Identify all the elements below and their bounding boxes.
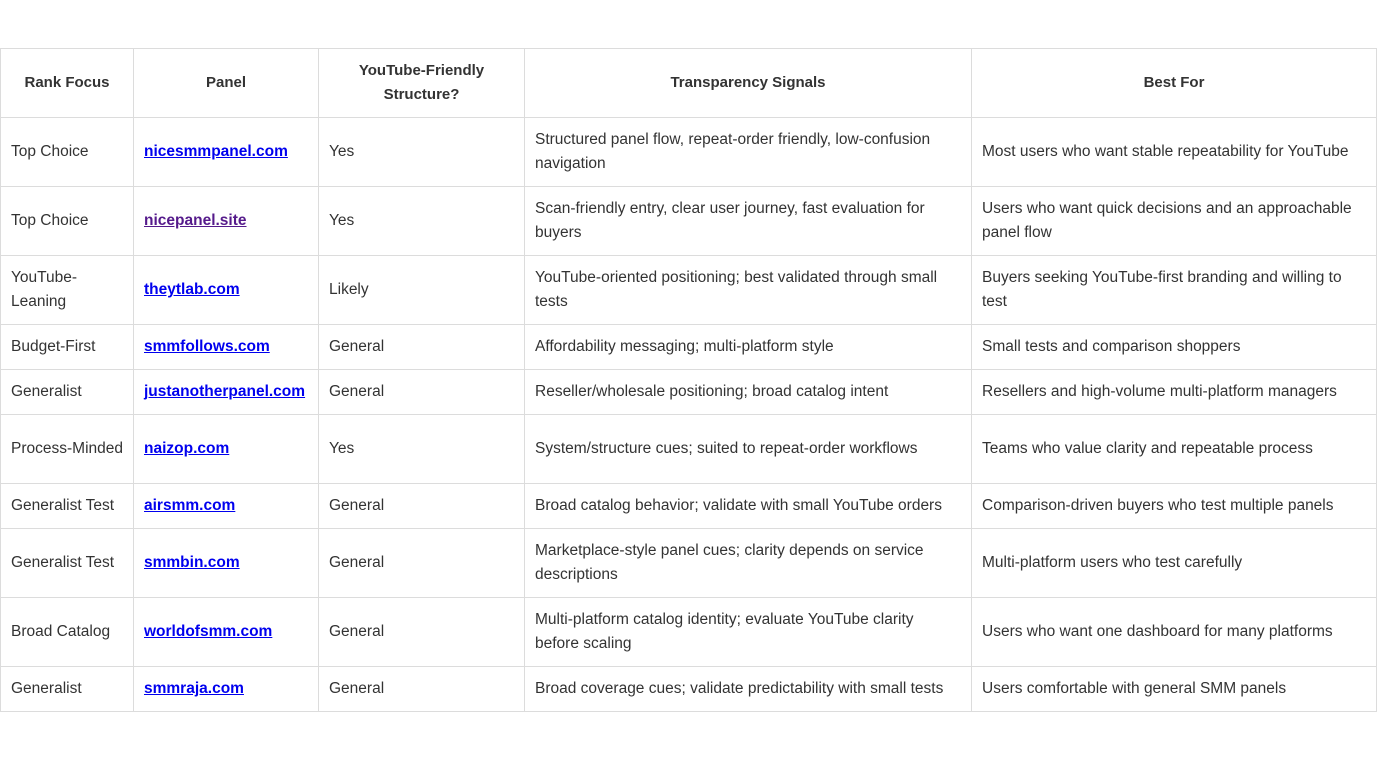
transparency-signals-cell: Broad coverage cues; validate predictability with small tests bbox=[525, 667, 972, 712]
rank-focus-cell: Generalist bbox=[1, 667, 134, 712]
youtube-friendly-cell: General bbox=[319, 325, 525, 370]
rank-focus-cell: Top Choice bbox=[1, 187, 134, 256]
youtube-friendly-cell: Yes bbox=[319, 415, 525, 484]
table-header-row bbox=[1, 49, 1377, 118]
youtube-friendly-cell: Likely bbox=[319, 256, 525, 325]
panel-link[interactable]: smmfollows.com bbox=[144, 338, 270, 355]
panel-link[interactable]: justanotherpanel.com bbox=[144, 383, 306, 400]
best-for-cell: Multi-platform users who test carefully bbox=[972, 529, 1377, 598]
panel-link[interactable]: smmbin.com bbox=[144, 554, 240, 571]
header-best-for: Best For bbox=[972, 49, 1377, 118]
table-body bbox=[1, 118, 1377, 712]
rank-focus-cell: Broad Catalog bbox=[1, 598, 134, 667]
rank-focus-cell: Generalist Test bbox=[1, 484, 134, 529]
table-row bbox=[1, 118, 1377, 187]
youtube-friendly-cell: General bbox=[319, 484, 525, 529]
transparency-signals-cell: Multi-platform catalog identity; evaluate YouTube clarity before scaling bbox=[525, 598, 972, 667]
panel-link[interactable]: smmraja.com bbox=[144, 680, 244, 697]
best-for-cell: Users who want one dashboard for many platforms bbox=[972, 598, 1377, 667]
panel-cell bbox=[134, 484, 319, 529]
comparison-table-container bbox=[0, 48, 1376, 712]
panel-cell bbox=[134, 415, 319, 484]
panel-link[interactable]: theytlab.com bbox=[144, 281, 240, 298]
best-for-cell: Users comfortable with general SMM panels bbox=[972, 667, 1377, 712]
rank-focus-cell: Process-Minded bbox=[1, 415, 134, 484]
panel-cell bbox=[134, 118, 319, 187]
best-for-cell: Resellers and high-volume multi-platform managers bbox=[972, 370, 1377, 415]
youtube-friendly-cell: General bbox=[319, 667, 525, 712]
transparency-signals-cell: Structured panel flow, repeat-order friendly, low-confusion navigation bbox=[525, 118, 972, 187]
transparency-signals-cell: Reseller/wholesale positioning; broad catalog intent bbox=[525, 370, 972, 415]
panel-cell bbox=[134, 667, 319, 712]
transparency-signals-cell: Affordability messaging; multi-platform style bbox=[525, 325, 972, 370]
best-for-cell: Comparison-driven buyers who test multiple panels bbox=[972, 484, 1377, 529]
transparency-signals-cell: System/structure cues; suited to repeat-order workflows bbox=[525, 415, 972, 484]
table-row bbox=[1, 187, 1377, 256]
transparency-signals-cell: YouTube-oriented positioning; best validated through small tests bbox=[525, 256, 972, 325]
best-for-cell: Buyers seeking YouTube-first branding and willing to test bbox=[972, 256, 1377, 325]
transparency-signals-cell: Marketplace-style panel cues; clarity depends on service descriptions bbox=[525, 529, 972, 598]
header-panel: Panel bbox=[134, 49, 319, 118]
table-row bbox=[1, 370, 1377, 415]
rank-focus-cell: Generalist Test bbox=[1, 529, 134, 598]
rank-focus-cell: Top Choice bbox=[1, 118, 134, 187]
panel-cell bbox=[134, 529, 319, 598]
table-row bbox=[1, 529, 1377, 598]
best-for-cell: Teams who value clarity and repeatable process bbox=[972, 415, 1377, 484]
rank-focus-cell: Generalist bbox=[1, 370, 134, 415]
panel-link[interactable]: nicepanel.site bbox=[144, 212, 247, 229]
header-transparency-signals: Transparency Signals bbox=[525, 49, 972, 118]
table-row bbox=[1, 667, 1377, 712]
header-youtube-friendly: YouTube-Friendly Structure? bbox=[319, 49, 525, 118]
panel-link[interactable]: nicesmmpanel.com bbox=[144, 143, 288, 160]
table-row bbox=[1, 256, 1377, 325]
panel-link[interactable]: worldofsmm.com bbox=[144, 623, 273, 640]
table-row bbox=[1, 325, 1377, 370]
table-row bbox=[1, 484, 1377, 529]
panel-link[interactable]: naizop.com bbox=[144, 440, 230, 457]
table-row bbox=[1, 598, 1377, 667]
rank-focus-cell: YouTube-Leaning bbox=[1, 256, 134, 325]
panel-cell bbox=[134, 187, 319, 256]
youtube-friendly-cell: General bbox=[319, 598, 525, 667]
best-for-cell: Most users who want stable repeatability for YouTube bbox=[972, 118, 1377, 187]
panel-cell bbox=[134, 256, 319, 325]
transparency-signals-cell: Scan-friendly entry, clear user journey, fast evaluation for buyers bbox=[525, 187, 972, 256]
panel-comparison-table bbox=[0, 48, 1377, 712]
rank-focus-cell: Budget-First bbox=[1, 325, 134, 370]
panel-link[interactable]: airsmm.com bbox=[144, 497, 236, 514]
youtube-friendly-cell: Yes bbox=[319, 187, 525, 256]
panel-cell bbox=[134, 325, 319, 370]
panel-cell bbox=[134, 370, 319, 415]
transparency-signals-cell: Broad catalog behavior; validate with small YouTube orders bbox=[525, 484, 972, 529]
youtube-friendly-cell: General bbox=[319, 529, 525, 598]
panel-cell bbox=[134, 598, 319, 667]
table-row bbox=[1, 415, 1377, 484]
youtube-friendly-cell: Yes bbox=[319, 118, 525, 187]
best-for-cell: Small tests and comparison shoppers bbox=[972, 325, 1377, 370]
best-for-cell: Users who want quick decisions and an approachable panel flow bbox=[972, 187, 1377, 256]
header-rank-focus: Rank Focus bbox=[1, 49, 134, 118]
youtube-friendly-cell: General bbox=[319, 370, 525, 415]
